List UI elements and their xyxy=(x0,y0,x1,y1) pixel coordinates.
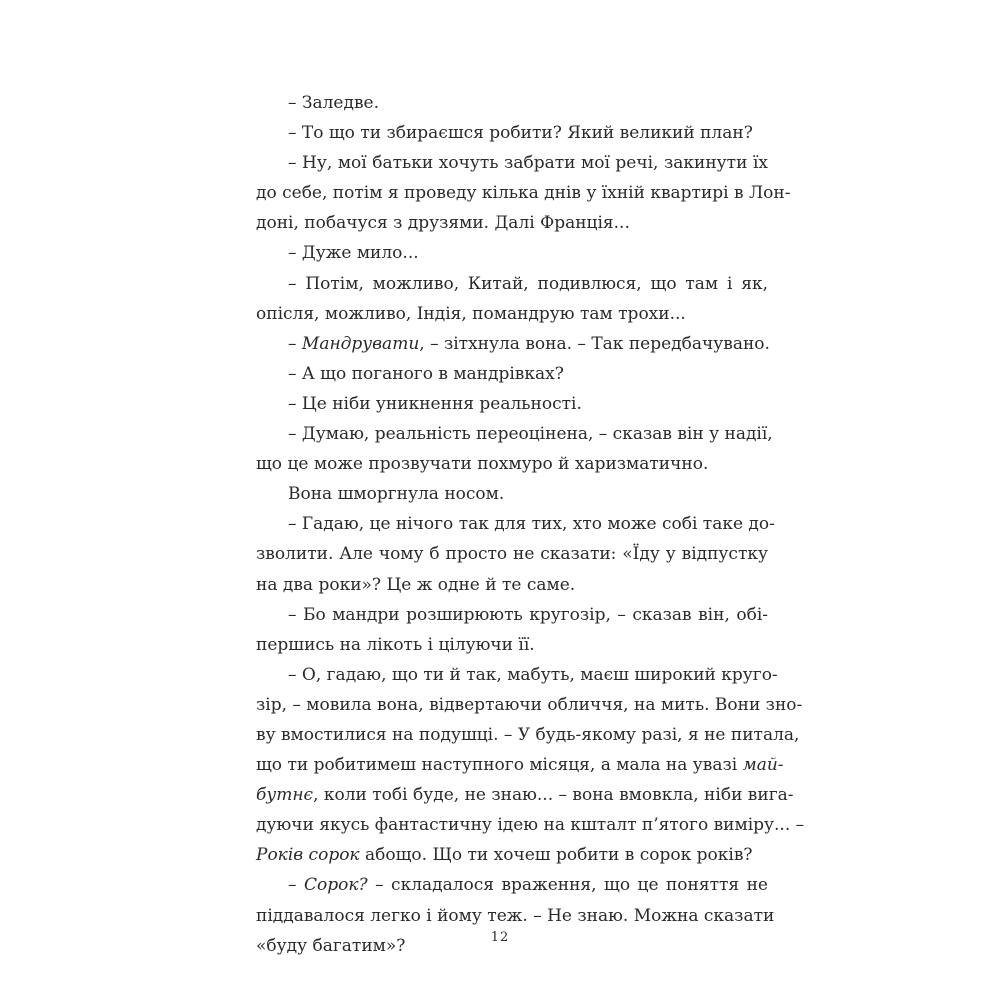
text-line xyxy=(256,449,768,479)
italic-text: Років сорок xyxy=(256,845,360,866)
text-line xyxy=(256,750,784,780)
text-line xyxy=(256,660,778,690)
text-segment: абощо. Що ти хочеш робити в сорок років? xyxy=(359,845,753,866)
text-line xyxy=(256,419,773,449)
text-line xyxy=(256,810,805,840)
text-segment: – Гадаю, це нічого так для тих, хто може собі таке до- xyxy=(288,514,775,535)
text-line xyxy=(256,299,768,329)
text-segment: , – зітхнула вона. – Так передбачувано. xyxy=(419,333,770,354)
text-line xyxy=(256,870,768,900)
text-line xyxy=(256,509,775,539)
text-segment: першись на лікоть і цілуючи її. xyxy=(256,634,535,655)
text-segment: – То що ти збираєшся робити? Який великий план? xyxy=(288,123,753,144)
text-segment: – Думаю, реальність переоцінена, – сказав він у надії, xyxy=(288,424,773,445)
text-segment: зір, – мовила вона, відвертаючи обличчя, на мить. Вони зно- xyxy=(256,694,803,715)
text-line xyxy=(256,840,768,870)
text-segment: дуючи якусь фантастичну ідею на кшталт п’ятого виміру... – xyxy=(256,815,805,836)
text-segment: «буду багатим»? xyxy=(256,935,406,956)
text-segment: до себе, потім я проведу кілька днів у їхній квартирі в Лон- xyxy=(256,183,791,204)
text-line xyxy=(256,178,791,208)
text-segment: що ти робитимеш наступного місяця, а мала на увазі xyxy=(256,755,743,776)
body-text xyxy=(256,88,805,961)
italic-text: Мандрувати xyxy=(301,333,420,354)
text-line xyxy=(256,539,768,569)
text-line xyxy=(256,269,768,299)
text-segment: – О, гадаю, що ти й так, мабуть, маєш широкий круго- xyxy=(288,664,778,685)
text-segment: , коли тобі буде, не знаю... – вона вмовкла, ніби вига- xyxy=(313,785,794,806)
text-line xyxy=(256,359,768,389)
text-segment: – Заледве. xyxy=(288,93,379,113)
text-line xyxy=(256,118,768,148)
text-line xyxy=(256,479,768,509)
text-line xyxy=(256,88,768,118)
italic-text: май- xyxy=(742,755,784,776)
text-line xyxy=(256,570,768,600)
text-line xyxy=(256,600,768,630)
text-line xyxy=(256,720,800,750)
text-segment: – Потім, можливо, Китай, подивлюся, що там і як, xyxy=(288,273,768,294)
text-segment: – складалося враження, що це поняття не xyxy=(367,875,768,896)
text-segment: піддавалося легко і йому теж. – Не знаю. Можна сказати xyxy=(256,905,775,926)
text-line xyxy=(256,901,775,931)
text-segment: зволити. Але чому б просто не сказати: «Їду у відпустку xyxy=(256,544,768,565)
text-segment: опісля, можливо, Індія, помандрую там трохи... xyxy=(256,303,686,324)
text-segment: – Це ніби уникнення реальності. xyxy=(288,393,582,414)
text-segment: ву вмостилися на подушці. – У будь-якому разі, я не питала, xyxy=(256,724,800,745)
text-segment: що це може прозвучати похмуро й харизматично. xyxy=(256,454,709,475)
italic-text: бутнє xyxy=(256,785,314,806)
text-line xyxy=(256,148,768,178)
text-segment: – xyxy=(288,875,304,896)
page-number: 12 xyxy=(490,930,510,945)
text-line xyxy=(256,690,803,720)
text-line xyxy=(256,389,768,419)
text-segment: Вона шморгнула носом. xyxy=(288,484,505,505)
text-segment: на два роки»? Це ж одне й те саме. xyxy=(256,574,576,595)
text-segment: – Дуже мило... xyxy=(288,243,419,264)
text-line xyxy=(256,208,768,238)
text-line xyxy=(256,329,768,359)
text-line xyxy=(256,238,768,268)
text-segment: – Бо мандри розширюють кругозір, – сказав він, обі- xyxy=(288,604,768,625)
text-segment: – А що поганого в мандрівках? xyxy=(288,363,564,384)
text-line xyxy=(256,780,794,810)
text-segment: доні, побачуся з друзями. Далі Франція... xyxy=(256,213,630,234)
text-line xyxy=(256,630,768,660)
italic-text: Сорок? xyxy=(303,875,368,896)
text-segment: – xyxy=(288,333,302,354)
text-segment: – Ну, мої батьки хочуть забрати мої речі, закинути їх xyxy=(288,153,768,174)
